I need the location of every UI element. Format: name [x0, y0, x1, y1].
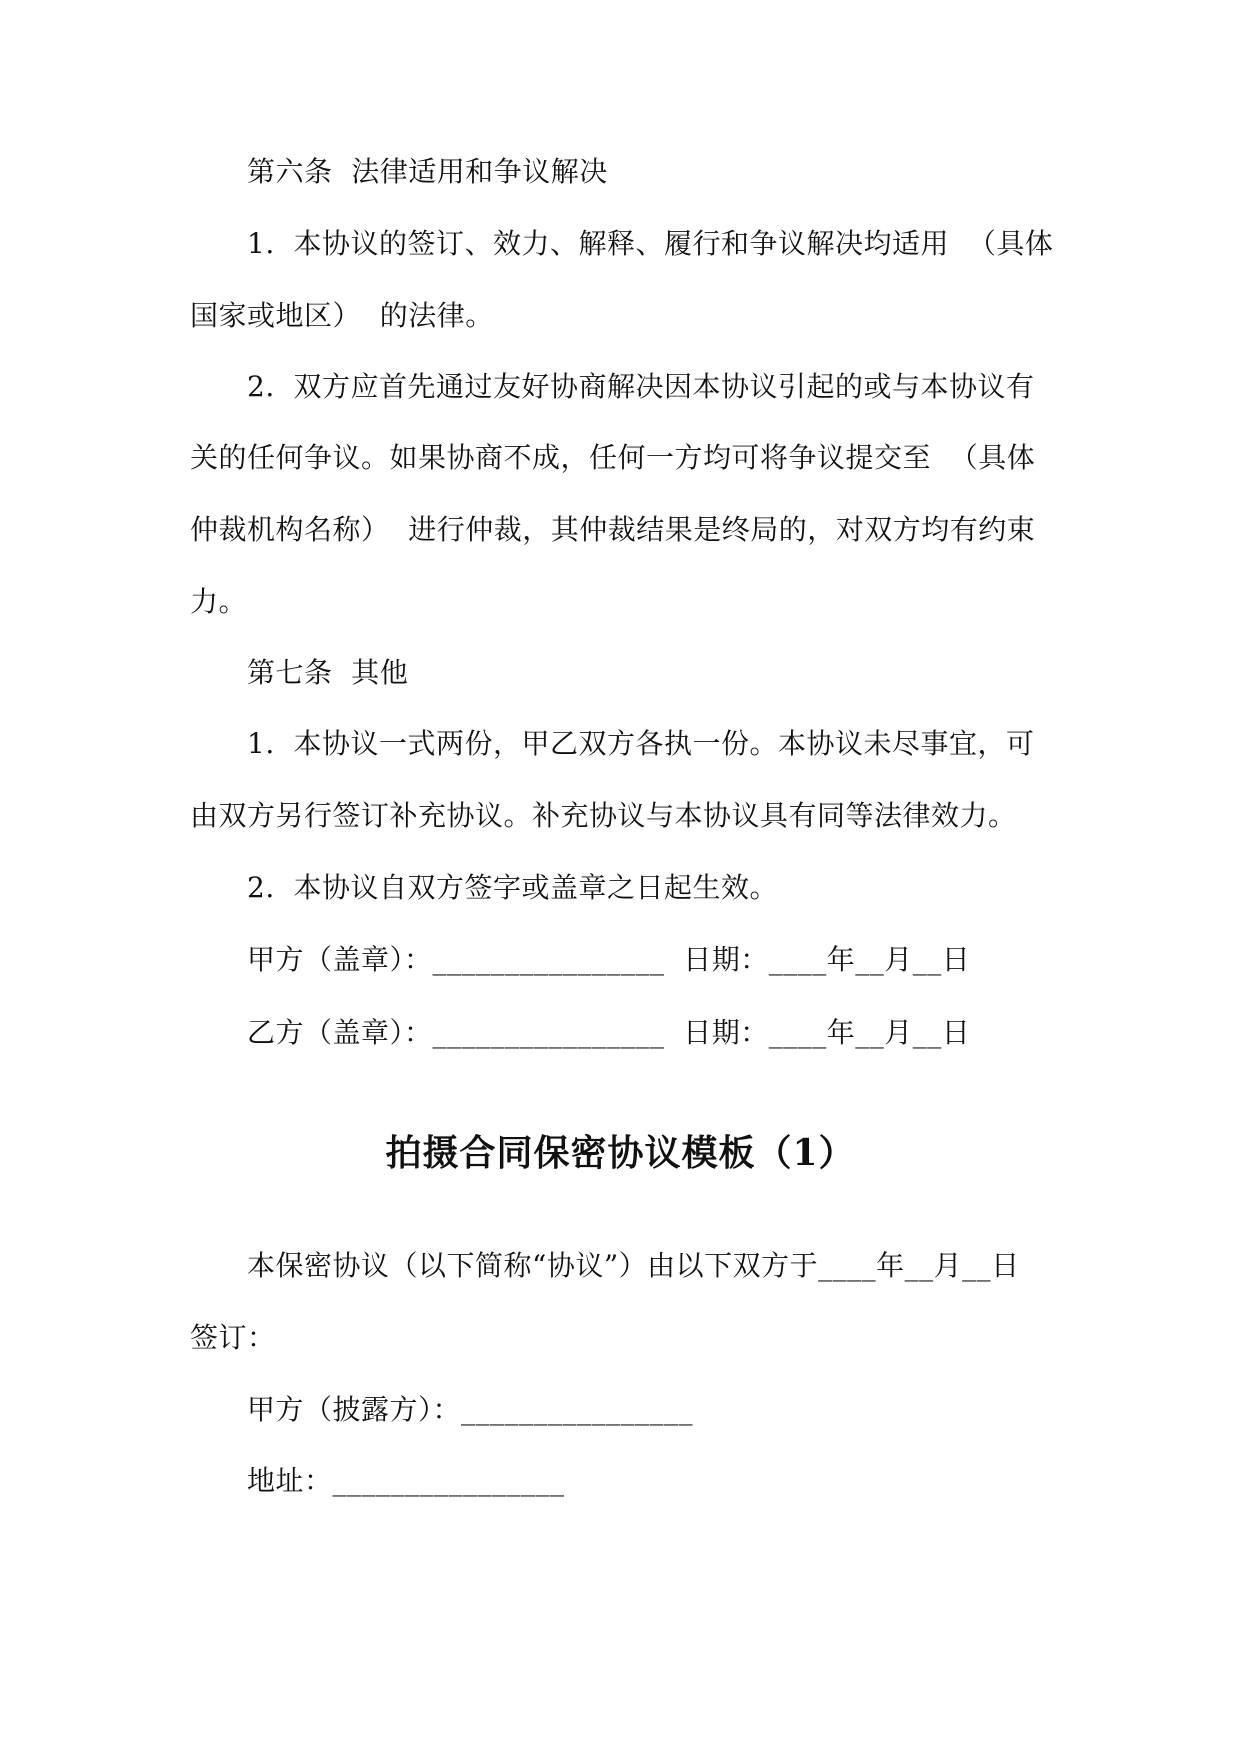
address-line: 地址：________________: [247, 1464, 565, 1497]
article-6-item-1-line-2: 国家或地区） 的法律。: [190, 299, 494, 332]
article-6-item-2-line-4: 力。: [190, 585, 248, 618]
party-a-discloser-line: 甲方（披露方）：________________: [247, 1393, 694, 1426]
template-intro-line-1: 本保密协议（以下简称“协议”）由以下双方于____年__月__日: [247, 1249, 1020, 1282]
article-7-heading: 第七条 其他: [247, 656, 409, 689]
template-intro-line-2: 签订：: [190, 1321, 276, 1354]
article-6-item-1-line-1: 1. 本协议的签订、效力、解释、履行和争议解决均适用 （具体: [247, 227, 1054, 260]
template-title: 拍摄合同保密协议模板（1）: [385, 1132, 856, 1174]
article-7-item-1-line-2: 由双方另行签订补充协议。补充协议与本协议具有同等法律效力。: [190, 799, 1017, 832]
party-a-signature-line: 甲方（盖章）：________________ 日期：____年__月__日: [247, 943, 971, 976]
article-6-item-2-line-2: 关的任何争议。如果协商不成，任何一方均可将争议提交至 （具体: [190, 441, 1036, 474]
article-6-item-2-line-1: 2. 双方应首先通过友好协商解决因本协议引起的或与本协议有: [247, 370, 1035, 403]
article-6-item-2-line-3: 仲裁机构名称） 进行仲裁，其仲裁结果是终局的，对双方均有约束: [190, 513, 1036, 546]
party-b-signature-line: 乙方（盖章）：________________ 日期：____年__月__日: [247, 1016, 971, 1049]
article-6-heading: 第六条 法律适用和争议解决: [247, 155, 608, 188]
article-7-item-2-line-1: 2. 本协议自双方签字或盖章之日起生效。: [247, 871, 779, 904]
article-7-item-1-line-1: 1. 本协议一式两份，甲乙双方各执一份。本协议未尽事宜，可: [247, 727, 1035, 760]
